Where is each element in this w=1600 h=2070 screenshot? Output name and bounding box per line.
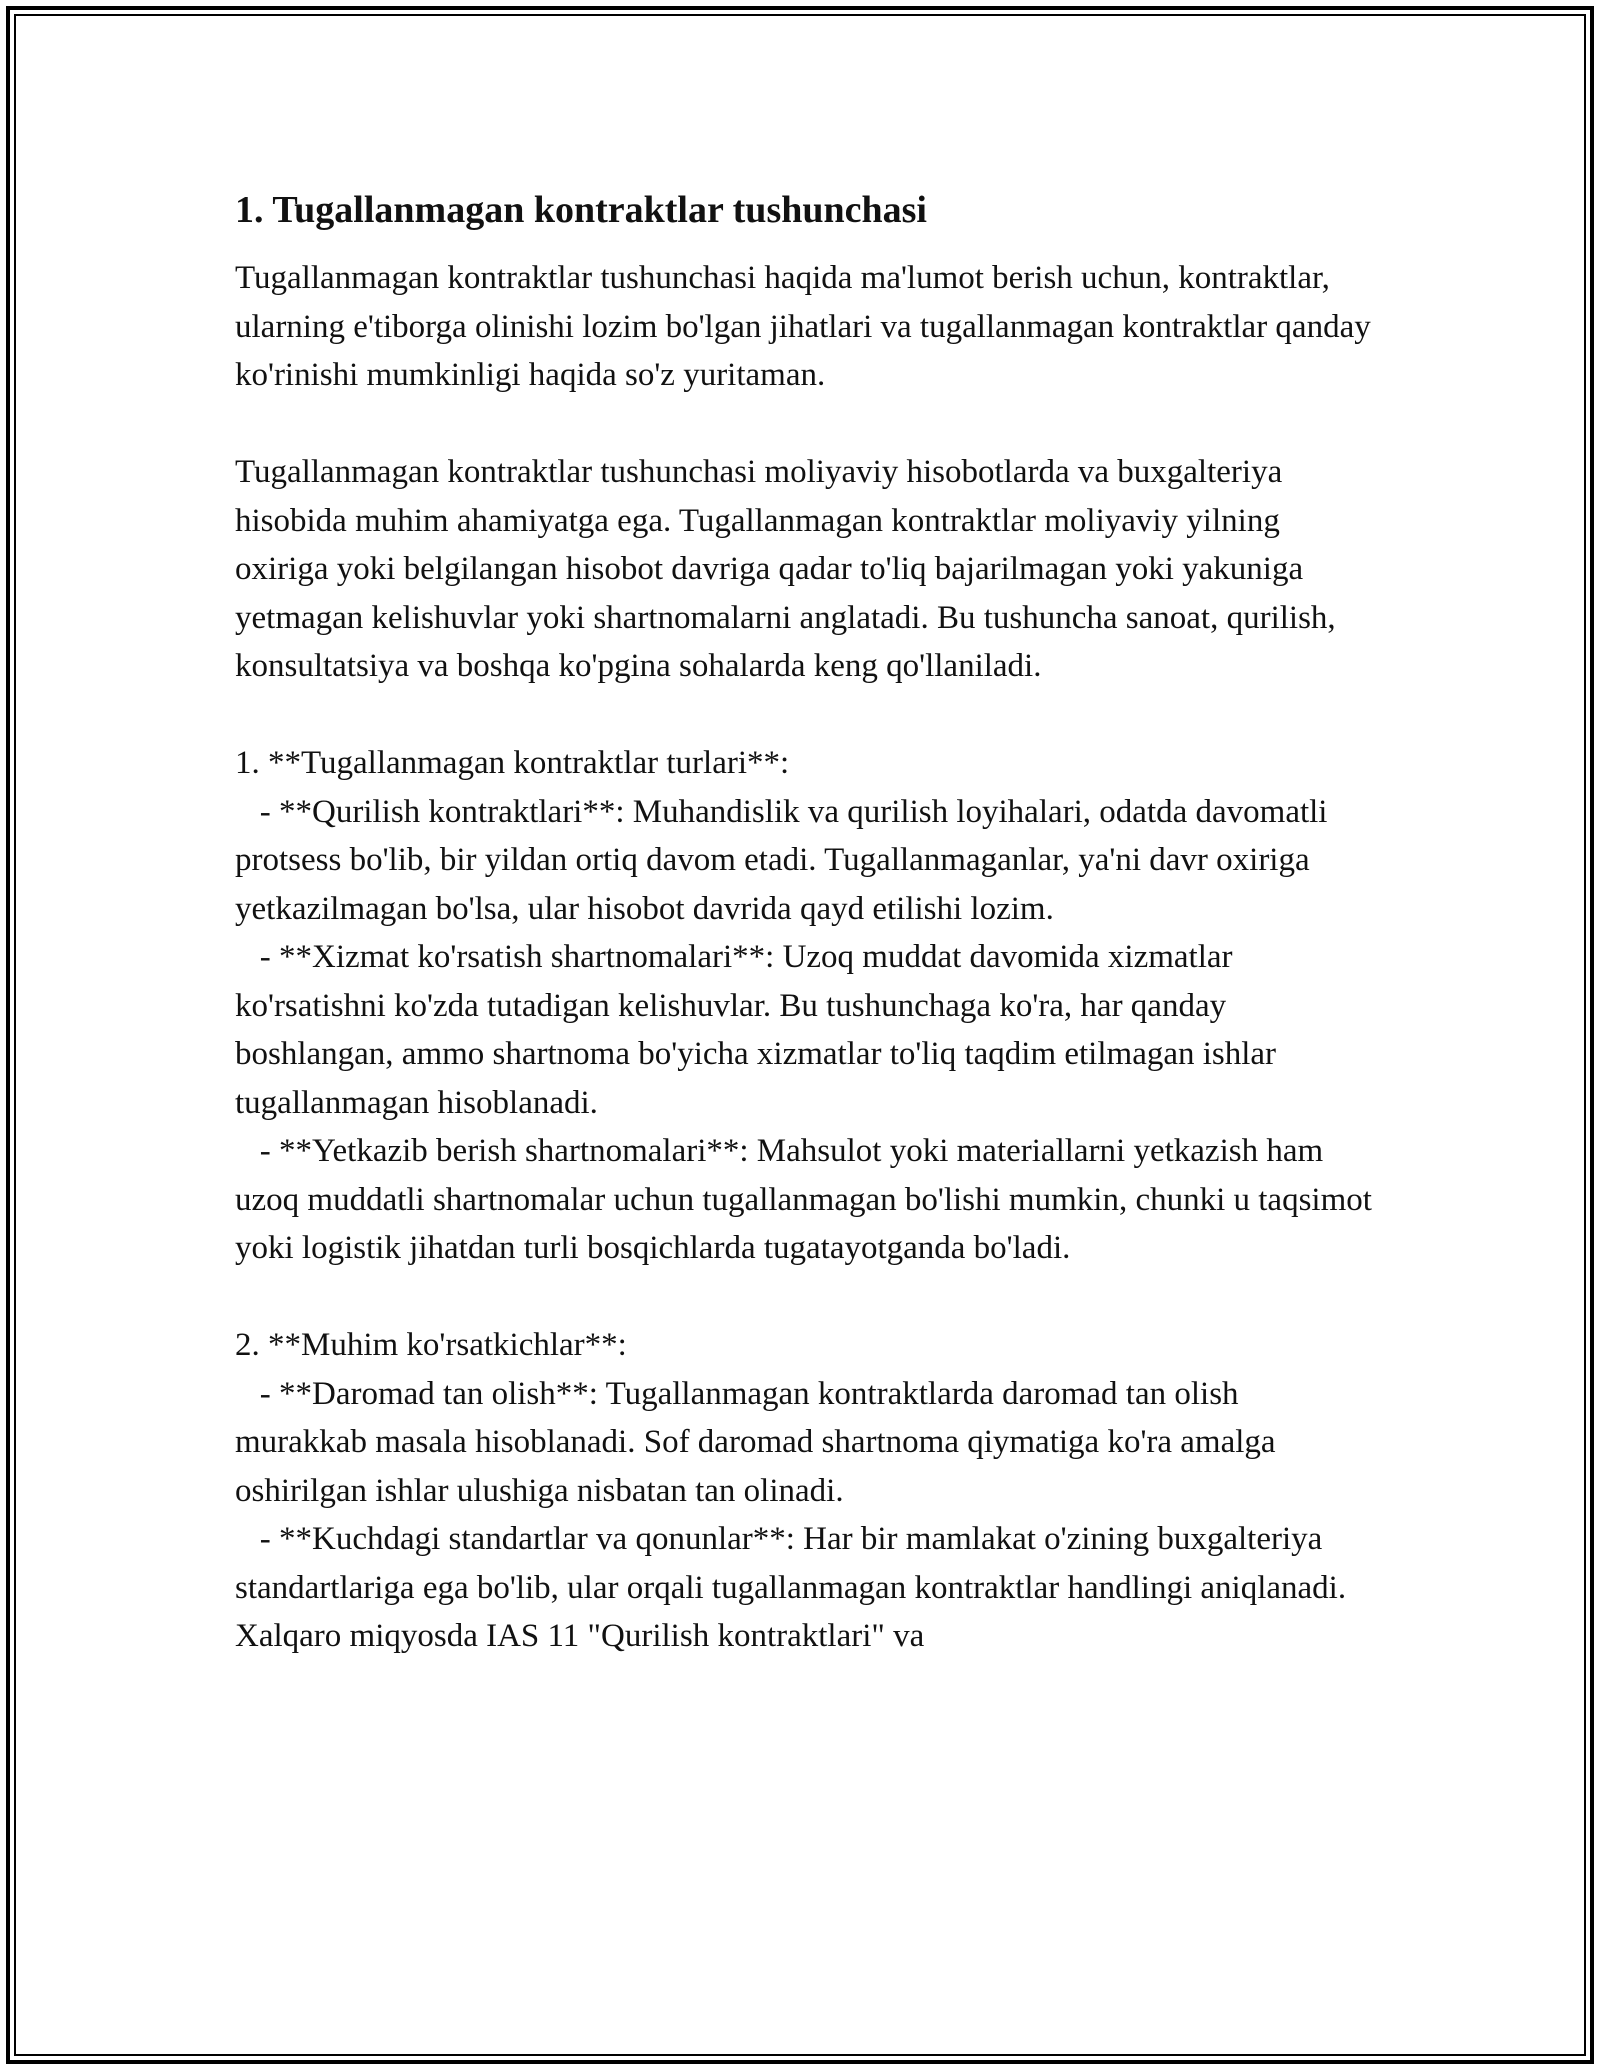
- list-title-key-indicators: 2. **Muhim ko'rsatkichlar**:: [235, 1327, 627, 1363]
- list-title-contract-types: 1. **Tugallanmagan kontraktlar turlari**:: [235, 745, 790, 781]
- paragraph-spacer: [235, 1273, 1375, 1322]
- paragraph-spacer: [235, 691, 1375, 740]
- section-heading: 1. Tugallanmagan kontraktlar tushunchasi: [235, 189, 927, 231]
- list-item-construction-contracts: - **Qurilish kontraktlari**: Muhandislik va qurilish loyihalari, odatda davomatli protsess bo'lib, bir yildan ortiq davom etadi. Tugallanmaganlar, ya'ni davr oxiriga yetkazilmagan bo'lsa, ular hisobot davrida qayd etilishi lozim.: [235, 793, 1336, 927]
- list-item-standards-and-laws: - **Kuchdagi standartlar va qonunlar**: Har bir mamlakat o'zining buxgalteriya standartlariga ega bo'lib, ular orqali tugallanmagan kontraktlar handlingi aniqlanadi. Xalqaro miqyosda IAS 11 "Qurilish kontraktlari" va: [235, 1521, 1355, 1654]
- intro-paragraph: Tugallanmagan kontraktlar tushunchasi haqida ma'lumot berish uchun, kontraktlar, ularning e'tiborga olinishi lozim bo'lgan jihatlari va tugallanmagan kontraktlar qanday ko'rinishi mumkinligi haqida so'z yuritaman.: [235, 260, 1379, 393]
- definition-paragraph: Tugallanmagan kontraktlar tushunchasi moliyaviy hisobotlarda va buxgalteriya hisobida muhim ahamiyatga ega. Tugallanmagan kontraktlar moliyaviy yilning oxiriga yoki belgilangan hisobot davriga qadar to'liq bajarilmagan yoki yakuniga yetmagan kelishuvlar yoki shartnomalarni anglatadi. Bu tushuncha sanoat, qurilish, konsultatsiya va boshqa ko'pgina sohalarda keng qo'llaniladi.: [235, 454, 1344, 684]
- list-item-supply-contracts: - **Yetkazib berish shartnomalari**: Mahsulot yoki materiallarni yetkazish ham uzoq muddatli shartnomalar uchun tugallanmagan bo'lishi mumkin, chunki u taqsimot yoki logistik jihatdan turli bosqichlarda tugatayotganda bo'ladi.: [235, 1133, 1381, 1266]
- paragraph-spacer: [235, 400, 1375, 449]
- document-body: [235, 186, 1381, 1661]
- list-item-service-contracts: - **Xizmat ko'rsatish shartnomalari**: Uzoq muddat davomida xizmatlar ko'rsatishni ko'zda tutadigan kelishuvlar. Bu tushunchaga ko'ra, har qanday boshlangan, ammo shartnoma bo'yicha xizmatlar to'liq taqdim etilmagan ishlar tugallanmagan hisoblanadi.: [235, 939, 1285, 1121]
- list-item-revenue-recognition: - **Daromad tan olish**: Tugallanmagan kontraktlarda daromad tan olish murakkab masala hisoblanadi. Sof daromad shartnoma qiymatiga ko'ra amalga oshirilgan ishlar ulushiga nisbatan tan olinadi.: [235, 1375, 1284, 1509]
